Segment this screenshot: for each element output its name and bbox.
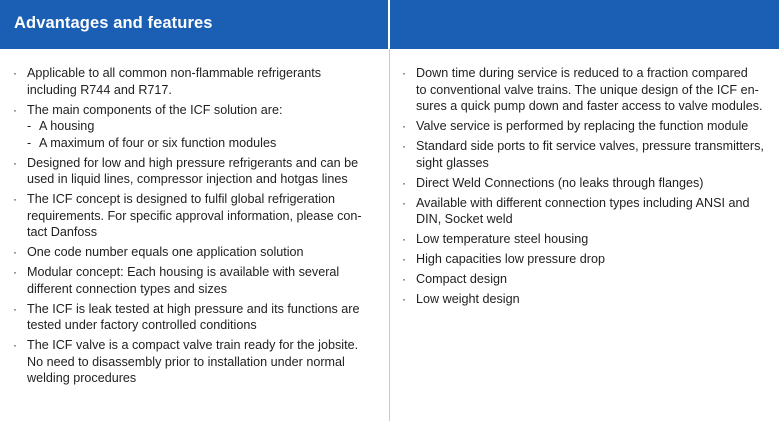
- feature-text-line: to conventional valve trains. The unique design of the ICF en-: [416, 82, 759, 97]
- bullet-icon: ·: [13, 338, 17, 352]
- feature-text-line: sures a quick pump down and faster access to valve modules.: [416, 99, 763, 113]
- bullet-icon: ·: [13, 102, 17, 117]
- feature-text-line: Designed for low and high pressure refrigerants and can be: [27, 155, 359, 170]
- feature-text-line: Low temperature steel housing: [416, 232, 589, 246]
- feature-item: [402, 195, 774, 228]
- section-title: Advantages and features: [14, 13, 213, 32]
- component-sub-list: [27, 118, 383, 151]
- feature-text-line: sight glasses: [416, 155, 489, 170]
- feature-text-line: Compact design: [416, 272, 508, 286]
- feature-text-line: No need to disassembly prior to installation under normal: [27, 354, 345, 369]
- bullet-icon: ·: [402, 195, 406, 210]
- bullet-icon: ·: [402, 272, 406, 286]
- feature-item: [402, 291, 774, 308]
- bullet-icon: ·: [13, 265, 17, 279]
- bullet-icon: ·: [13, 245, 17, 259]
- dash-icon: -: [27, 135, 32, 150]
- feature-item: [402, 271, 774, 288]
- component-sub-item: [27, 118, 383, 135]
- feature-item: [402, 118, 774, 135]
- feature-text-line: requirements. For specific approval information, please con-: [27, 208, 362, 223]
- feature-text-line: Low weight design: [416, 292, 520, 306]
- bullet-icon: ·: [402, 119, 406, 133]
- component-sub-item: [27, 135, 383, 152]
- feature-text-line: One code number equals one application solution: [27, 245, 304, 259]
- feature-item: [13, 191, 383, 241]
- feature-item: [13, 264, 383, 297]
- header-left-cell: [0, 0, 388, 49]
- feature-text-line: tact Danfoss: [27, 225, 97, 239]
- feature-text-line: DIN, Socket weld: [416, 212, 513, 226]
- feature-text-line: used in liquid lines, compressor injection and hotgas lines: [27, 172, 348, 186]
- feature-text-line: The ICF is leak tested at high pressure and its functions are: [27, 301, 360, 316]
- feature-item: [13, 155, 383, 188]
- header-right-cell: [390, 0, 779, 49]
- dash-icon: -: [27, 119, 32, 133]
- bullet-icon: ·: [13, 192, 17, 206]
- feature-text-line: welding procedures: [27, 371, 137, 385]
- feature-item: [13, 337, 383, 387]
- bullet-icon: ·: [402, 252, 406, 266]
- feature-item: [13, 301, 383, 334]
- feature-text-line: Available with different connection types including ANSI and: [416, 195, 750, 210]
- feature-text-line: Direct Weld Connections (no leaks through flanges): [416, 175, 704, 190]
- component-sub-text: A housing: [39, 119, 95, 133]
- feature-item: [402, 251, 774, 268]
- feature-text-line: Applicable to all common non-flammable refrigerants: [27, 66, 321, 80]
- bullet-icon: ·: [13, 155, 17, 170]
- bullet-icon: ·: [402, 139, 406, 153]
- feature-item: [402, 175, 774, 192]
- feature-text-line: Standard side ports to fit service valves, pressure transmitters,: [416, 139, 764, 153]
- feature-text-line: Valve service is performed by replacing the function module: [416, 119, 749, 133]
- feature-text-line: including R744 and R717.: [27, 82, 172, 97]
- feature-text-line: The main components of the ICF solution are:: [27, 102, 283, 117]
- left-column: [13, 65, 383, 390]
- header-bar: [0, 0, 779, 49]
- feature-item: [13, 65, 383, 98]
- left-feature-list: [13, 65, 383, 387]
- feature-text-line: The ICF concept is designed to fulfil global refrigeration: [27, 192, 336, 206]
- feature-text-line: different connection types and sizes: [27, 281, 227, 296]
- component-sub-text: A maximum of four or six function modules: [39, 135, 277, 150]
- feature-text-line: Modular concept: Each housing is available with several: [27, 265, 340, 279]
- feature-item: [402, 231, 774, 248]
- right-feature-list: [402, 65, 774, 308]
- bullet-icon: ·: [402, 232, 406, 246]
- bullet-icon: ·: [402, 66, 406, 80]
- column-divider: [389, 49, 390, 421]
- bullet-icon: ·: [402, 175, 406, 190]
- feature-item: [402, 138, 774, 171]
- feature-text-line: High capacities low pressure drop: [416, 252, 605, 266]
- feature-item: [402, 65, 774, 115]
- feature-item: [13, 244, 383, 261]
- right-column: [402, 65, 774, 311]
- bullet-icon: ·: [402, 292, 406, 306]
- feature-text-line: tested under factory controlled conditions: [27, 318, 257, 332]
- bullet-icon: ·: [13, 301, 17, 316]
- bullet-icon: ·: [13, 66, 17, 80]
- feature-text-line: Down time during service is reduced to a fraction compared: [416, 66, 748, 80]
- feature-text-line: The ICF valve is a compact valve train ready for the jobsite.: [27, 338, 359, 352]
- feature-item: [13, 102, 383, 152]
